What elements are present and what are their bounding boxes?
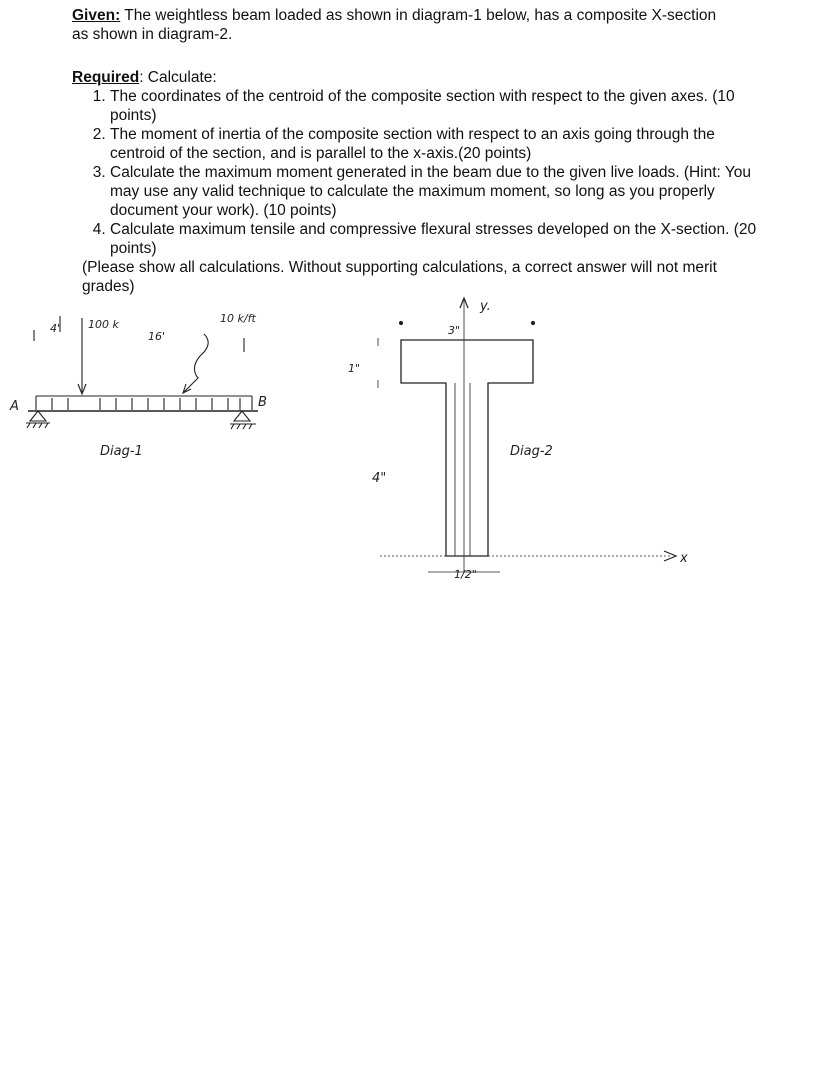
- required-label: Required: [72, 69, 140, 86]
- support-b: [234, 411, 250, 421]
- diagram-1-beam: [9, 312, 267, 459]
- calculation-note: (Please show all calculations. Without supporting calculations, a correct answer will not merit grades): [82, 259, 717, 295]
- diagram-2-section: [348, 298, 688, 581]
- flange-thickness-label: 1": [348, 362, 361, 375]
- y-axis-label: y.: [480, 299, 491, 314]
- distributed-load-label: 10 k/ft: [220, 312, 256, 325]
- web-height-label: 4": [372, 471, 387, 486]
- diagram-1-caption: Diag-1: [100, 444, 143, 459]
- distributed-load-arrows: [52, 398, 240, 410]
- x-axis-label: x: [680, 551, 688, 566]
- task-item: 1. The coordinates of the centroid of the composite section with respect to the given axes. (10 points): [110, 87, 762, 125]
- diagram-2-caption: Diag-2: [510, 444, 553, 459]
- point-load-label: 100 k: [88, 318, 119, 331]
- given-label: Given:: [72, 7, 121, 24]
- task-item: 2. The moment of inertia of the composite section with respect to an axis going through the centroid of the section, and is parallel to the x-axis.(20 points): [110, 125, 762, 163]
- flange-width-label: 3": [448, 324, 461, 337]
- web-thickness-label: 1/2": [454, 568, 477, 581]
- point-load-offset-label: 4': [50, 322, 61, 335]
- span-label: 16': [148, 330, 166, 343]
- support-a: [30, 411, 46, 421]
- task-item: 3. Calculate the maximum moment generated in the beam due to the given live loads. (Hint: You may use any valid technique to calculate the maximum moment, so long as you properly document your work). (10 points): [110, 163, 762, 220]
- required-suffix: : Calculate:: [139, 69, 217, 86]
- given-text: The weightless beam loaded as shown in diagram-1 below, has a composite X-section as shown in diagram-2.: [72, 7, 717, 43]
- support-a-label: A: [10, 399, 19, 414]
- task-item: 4. Calculate maximum tensile and compressive flexural stresses developed on the X-section. (20 points): [110, 220, 762, 258]
- support-b-label: B: [258, 395, 267, 410]
